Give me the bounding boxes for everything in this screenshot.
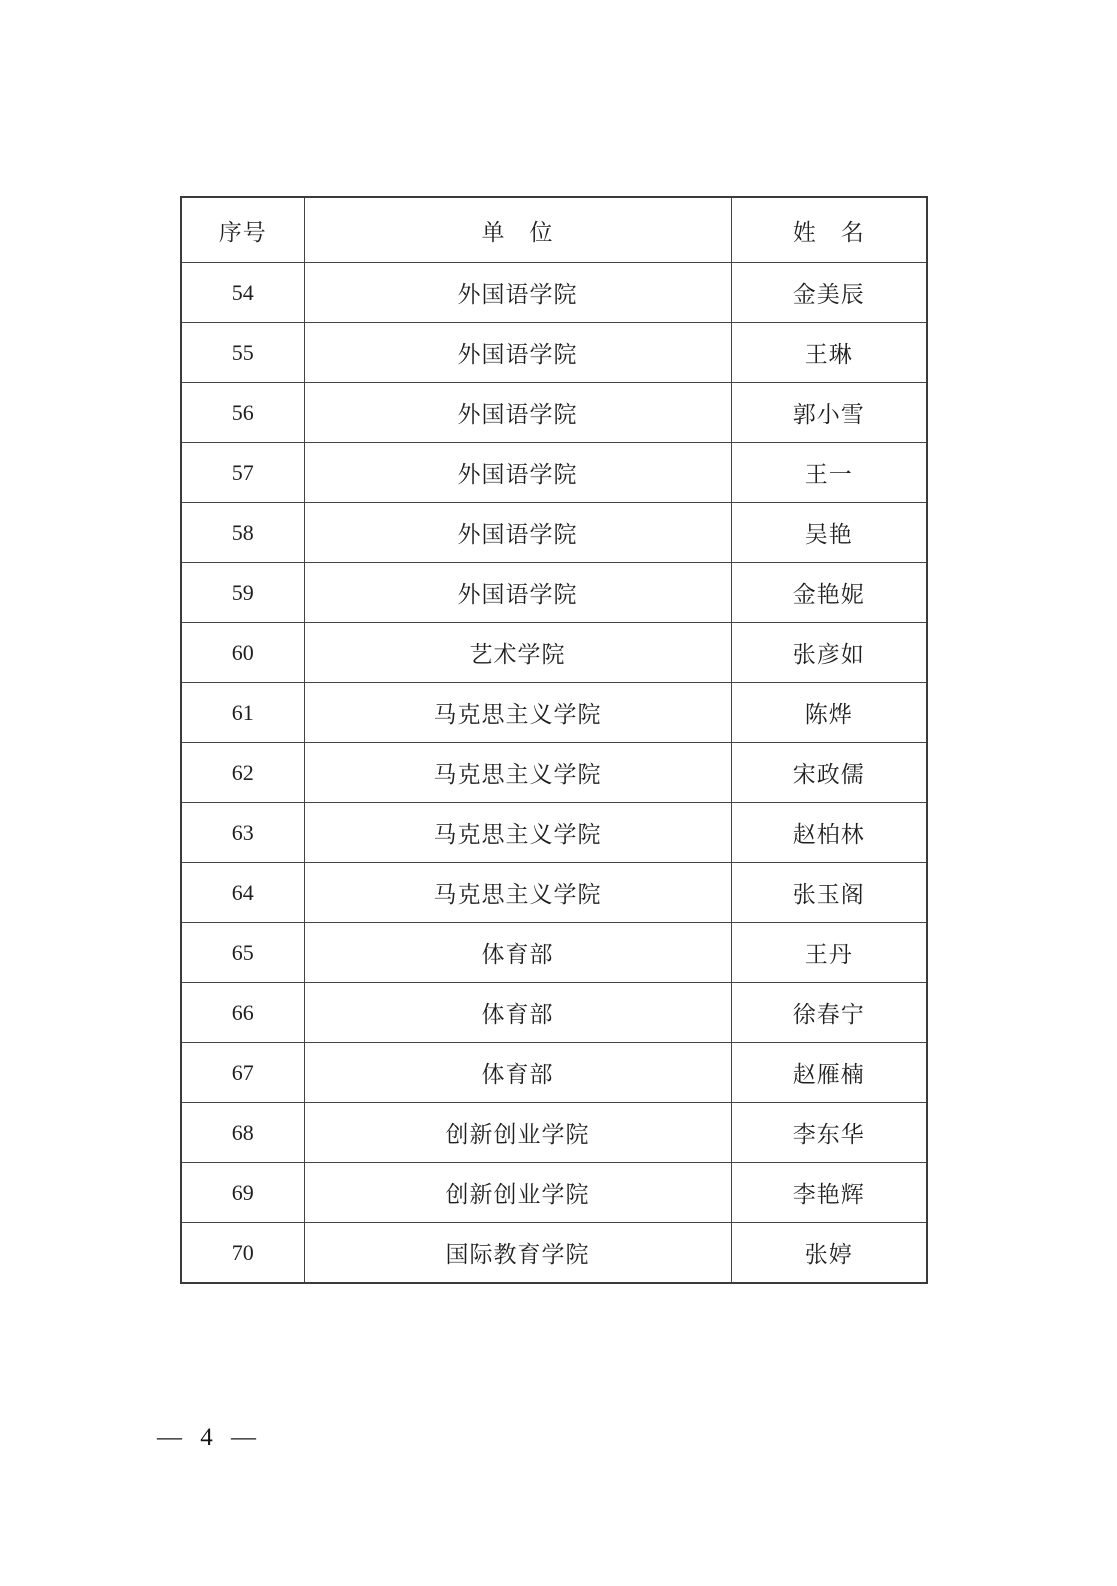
row-unit-cell: 外国语学院 xyxy=(304,503,731,563)
row-unit-cell: 马克思主义学院 xyxy=(304,803,731,863)
row-unit-cell: 外国语学院 xyxy=(304,383,731,443)
row-name-cell: 郭小雪 xyxy=(731,383,927,443)
row-name-cell: 宋政儒 xyxy=(731,743,927,803)
row-no-cell: 67 xyxy=(181,1043,304,1103)
row-name-cell: 王一 xyxy=(731,443,927,503)
row-unit-cell: 体育部 xyxy=(304,983,731,1043)
row-no-cell: 65 xyxy=(181,923,304,983)
row-name-cell: 张彦如 xyxy=(731,623,927,683)
row-unit-cell: 外国语学院 xyxy=(304,263,731,323)
row-no-cell: 58 xyxy=(181,503,304,563)
row-no-cell: 57 xyxy=(181,443,304,503)
row-name-cell: 赵柏林 xyxy=(731,803,927,863)
row-unit-cell: 外国语学院 xyxy=(304,563,731,623)
row-unit-cell: 马克思主义学院 xyxy=(304,683,731,743)
table-row xyxy=(181,923,927,983)
row-name-cell: 赵雁楠 xyxy=(731,1043,927,1103)
row-name-cell: 王丹 xyxy=(731,923,927,983)
row-no-cell: 60 xyxy=(181,623,304,683)
header-row xyxy=(181,197,927,263)
table-row xyxy=(181,503,927,563)
row-no-cell: 70 xyxy=(181,1223,304,1284)
table-row xyxy=(181,1043,927,1103)
page-number: — 4 — xyxy=(157,1424,262,1451)
table-row xyxy=(181,743,927,803)
table-row xyxy=(181,1103,927,1163)
table-row xyxy=(181,563,927,623)
table-row xyxy=(181,683,927,743)
row-name-cell: 金美辰 xyxy=(731,263,927,323)
table-row xyxy=(181,383,927,443)
row-no-cell: 63 xyxy=(181,803,304,863)
row-no-cell: 64 xyxy=(181,863,304,923)
row-no-cell: 55 xyxy=(181,323,304,383)
row-no-cell: 68 xyxy=(181,1103,304,1163)
row-no-cell: 54 xyxy=(181,263,304,323)
row-unit-cell: 体育部 xyxy=(304,1043,731,1103)
row-unit-cell: 马克思主义学院 xyxy=(304,863,731,923)
table-row xyxy=(181,1223,927,1284)
table-row xyxy=(181,263,927,323)
row-no-cell: 66 xyxy=(181,983,304,1043)
row-name-cell: 陈烨 xyxy=(731,683,927,743)
table-row xyxy=(181,983,927,1043)
row-name-cell: 李艳辉 xyxy=(731,1163,927,1223)
row-no-cell: 61 xyxy=(181,683,304,743)
row-name-cell: 张玉阁 xyxy=(731,863,927,923)
row-name-cell: 张婷 xyxy=(731,1223,927,1284)
row-unit-cell: 国际教育学院 xyxy=(304,1223,731,1284)
row-unit-cell: 创新创业学院 xyxy=(304,1163,731,1223)
row-unit-cell: 艺术学院 xyxy=(304,623,731,683)
row-name-cell: 吴艳 xyxy=(731,503,927,563)
table-row xyxy=(181,1163,927,1223)
row-no-cell: 56 xyxy=(181,383,304,443)
table-row xyxy=(181,323,927,383)
row-unit-cell: 马克思主义学院 xyxy=(304,743,731,803)
roster-table-body xyxy=(181,263,927,1284)
header-no: 序号 xyxy=(181,197,304,263)
table-row xyxy=(181,803,927,863)
header-name: 姓 名 xyxy=(731,197,927,263)
row-unit-cell: 体育部 xyxy=(304,923,731,983)
row-no-cell: 69 xyxy=(181,1163,304,1223)
row-unit-cell: 创新创业学院 xyxy=(304,1103,731,1163)
roster-table-header xyxy=(181,197,927,263)
row-name-cell: 徐春宁 xyxy=(731,983,927,1043)
header-unit: 单 位 xyxy=(304,197,731,263)
row-no-cell: 59 xyxy=(181,563,304,623)
row-no-cell: 62 xyxy=(181,743,304,803)
row-name-cell: 王琳 xyxy=(731,323,927,383)
row-name-cell: 李东华 xyxy=(731,1103,927,1163)
row-name-cell: 金艳妮 xyxy=(731,563,927,623)
table-row xyxy=(181,623,927,683)
row-unit-cell: 外国语学院 xyxy=(304,323,731,383)
row-unit-cell: 外国语学院 xyxy=(304,443,731,503)
table-row xyxy=(181,443,927,503)
roster-table xyxy=(180,196,928,1284)
table-row xyxy=(181,863,927,923)
